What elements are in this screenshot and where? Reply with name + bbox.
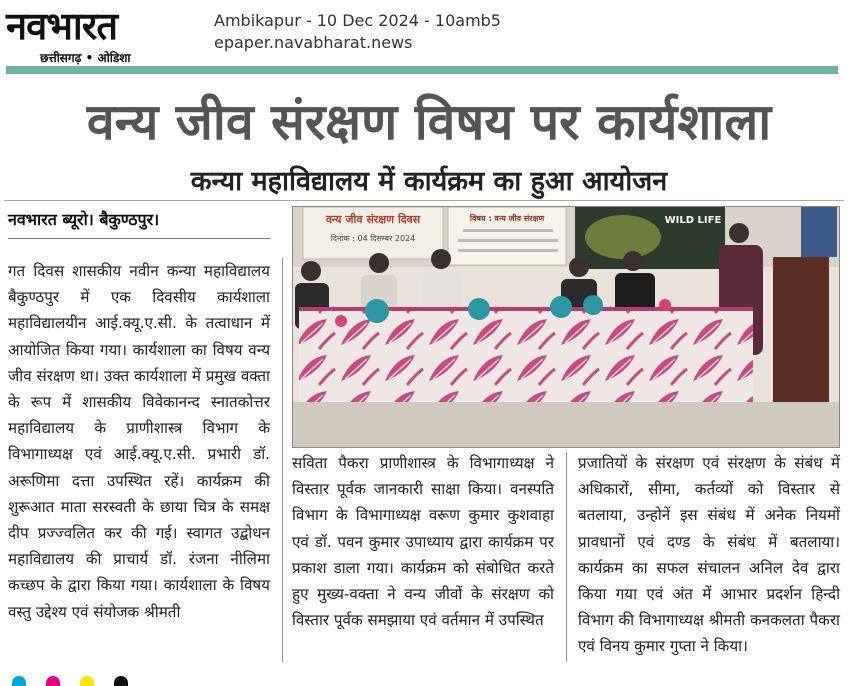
masthead-divider: [6, 66, 838, 74]
article-column-3: प्रजातियों के संरक्षण एवं संरक्षण के संबंध में अधिकारों, सीमा, कर्तव्यों को विस्तार से बतलाया, उन्होनें इस संबंध में अनेक नियमों प्रावधानों एवं दण्ड के संबंध में बतलाया। कार्यक्रम का सफल संचालन अनिल देव द्वारा किया गया एवं अंत में आभार प्रदर्शन हिन्दी विभाग की विभागाध्यक्ष श्रीमती कनकलता पैकरा एवं विनय कुमार गुप्ता ने किया।: [578, 454, 840, 656]
event-photo-illustration: [293, 207, 839, 447]
column-divider: [566, 452, 567, 662]
site-url: epaper.navabharat.news: [214, 33, 413, 52]
photo-banner-date: दिनांक : 04 दिसम्बर 2024: [330, 234, 416, 243]
photo-screen-text: WILD LIFE: [664, 215, 722, 226]
article-column-1: गत दिवस शासकीय नवीन कन्या महाविद्यालय बैकुण्ठपुर में एक दिवसीय कार्यशाला महाविद्यालयीन आई.क्यू.ए.सी. के तत्वाधान में आयोजित किया गया। कार्यशाला का विषय वन्य जीव संरक्षण था। उक्त कार्यशाला में प्रमुख वक्ता के रूप में शासकीय विवेकानन्द स्नातकोत्तर महाविद्यालय के प्राणीशास्त्र विभाग के विभागाध्यक्ष एवं आई.क्यू.ए.सी. प्रभारी डॉ. अरूणिमा दत्ता उपस्थित रहें। कार्यक्रम की शुरूआत माता सरस्वती के छाया चित्र के समक्ष दीप प्रज्ज्वलित कर की गई। स्वागत उद्बोधन महाविद्यालय की प्राचार्य डॉ. रंजना नीलिमा कच्छप के द्वारा किया गया। कार्यशाला के विषय वस्तु उद्देश्य एवं संयोजक श्रीमती: [8, 262, 270, 621]
headline-divider: [4, 200, 844, 201]
newspaper-logo: नवभारत: [6, 4, 117, 48]
masthead: [0, 0, 858, 70]
logo-subtitle: छत्तीसगढ़ • ओडिशा: [40, 51, 131, 65]
photo-banner-title: वन्य जीव संरक्षण दिवस: [325, 213, 421, 226]
registration-mark-black: [114, 676, 128, 686]
registration-mark-yellow: [80, 676, 94, 686]
article-headline: वन्य जीव संरक्षण विषय पर कार्यशाला: [86, 93, 772, 151]
registration-mark-cyan: [12, 676, 26, 686]
column-divider: [282, 258, 283, 662]
photo-banner-topic: विषय : वन्य जीव संरक्षण: [469, 214, 545, 223]
article-subheadline: कन्या महाविद्यालय में कार्यक्रम का हुआ आयोजन: [190, 166, 668, 197]
edition-line: Ambikapur - 10 Dec 2024 - 10amb5: [214, 11, 501, 30]
event-photo: [292, 206, 840, 448]
registration-mark-magenta: [46, 676, 60, 686]
byline-divider: [8, 238, 270, 239]
article-column-2: सविता पैकरा प्राणीशास्त्र के विभागाध्यक्ष ने विस्तार पूर्वक जानकारी साक्षा किया। वनस्पति विभाग के विभागाध्यक्ष वरूण कुमार कुशवाहा एवं डॉ. पवन कुमार उपाध्याय द्वारा कार्यक्रम पर प्रकाश डाला गया। कार्यक्रम को संबोधित करते हुए मुख्य-वक्ता ने वन्य जीवों के संरक्षण को विस्तार पूर्वक समझाया एवं वर्तमान में उपस्थित: [292, 454, 554, 630]
article-byline: नवभारत ब्यूरो। बैकुण्ठपुर।: [8, 210, 160, 229]
